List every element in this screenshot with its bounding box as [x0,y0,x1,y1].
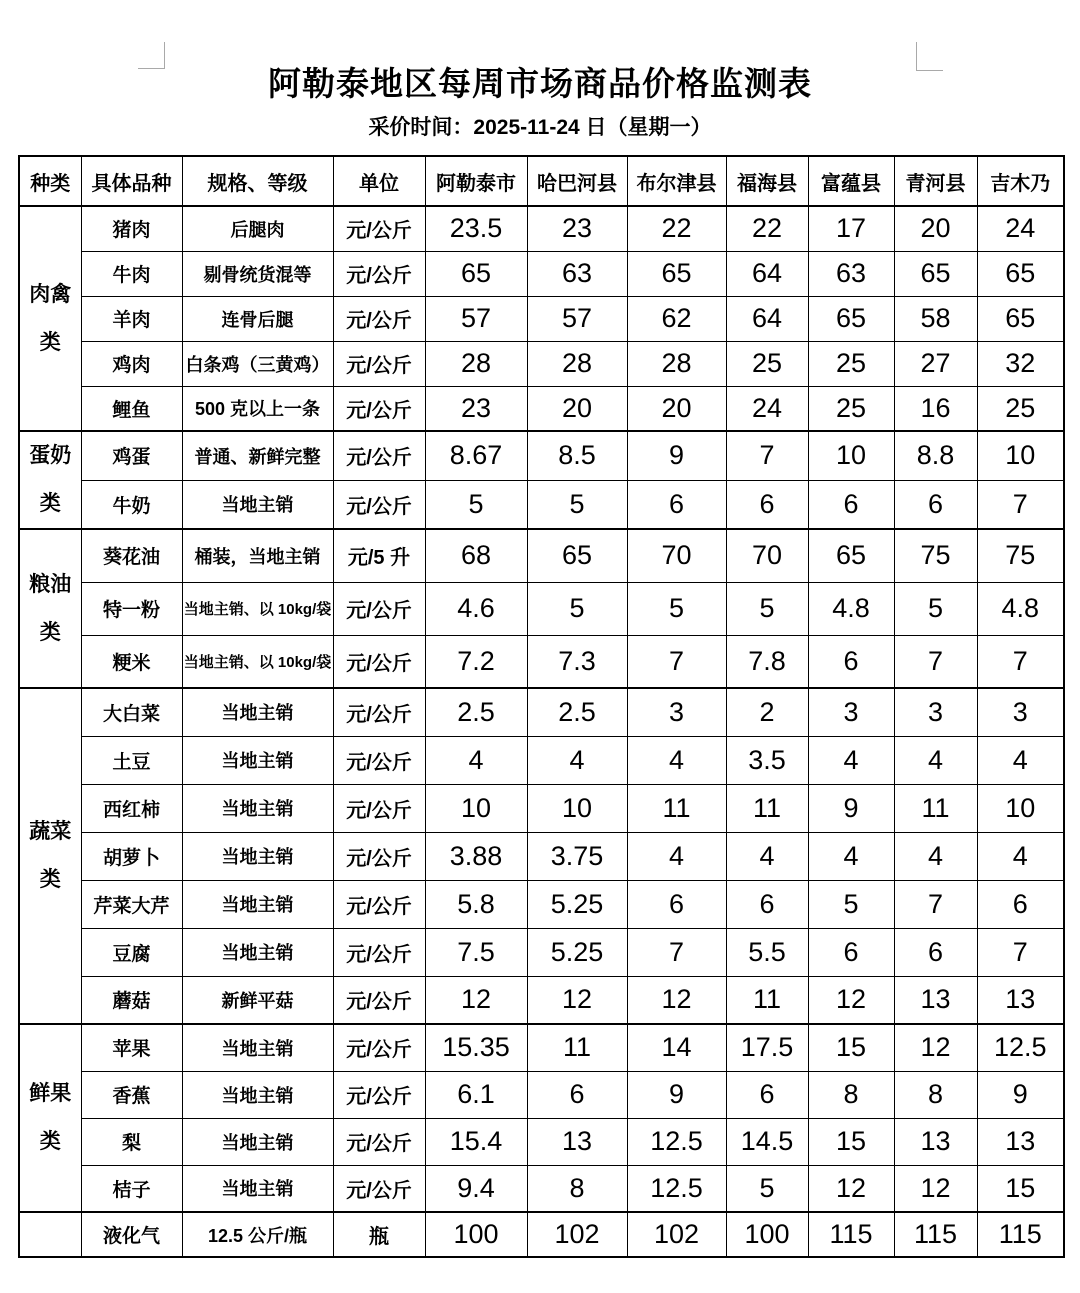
spec-cell: 当地主销 [182,928,333,976]
item-cell: 猪肉 [81,206,182,251]
unit-cell: 元/公斤 [333,1118,425,1165]
item-cell: 土豆 [81,736,182,784]
price-cell: 12 [894,1165,977,1212]
price-cell: 11 [894,784,977,832]
category-cell [19,431,81,529]
price-cell: 15 [808,1118,894,1165]
table-row [19,529,1064,582]
price-cell: 64 [726,251,808,296]
table-row [19,688,1064,736]
price-cell: 9.4 [425,1165,527,1212]
price-cell: 4 [808,736,894,784]
table-row [19,431,1064,480]
page-title: 阿勒泰地区每周市场商品价格监测表 [268,65,812,102]
unit-cell: 元/公斤 [333,635,425,688]
header-row [19,156,1064,206]
page-subtitle: 采价时间：2025-11-24 日（星期一） [368,116,712,139]
price-table [18,155,1065,1258]
spec-cell: 连骨后腿 [182,296,333,341]
column-header: 吉木乃 [977,156,1064,206]
price-cell: 65 [894,251,977,296]
unit-cell: 元/公斤 [333,1024,425,1071]
column-header: 单位 [333,156,425,206]
category-cell [19,206,81,431]
unit-cell: 元/公斤 [333,1071,425,1118]
price-cell: 7 [894,635,977,688]
unit-cell: 瓶 [333,1212,425,1257]
price-cell: 65 [977,251,1064,296]
price-cell: 24 [977,206,1064,251]
item-cell: 葵花油 [81,529,182,582]
price-cell: 25 [808,386,894,431]
price-cell: 63 [527,251,627,296]
column-header: 布尔津县 [627,156,726,206]
table-row [19,784,1064,832]
price-cell: 68 [425,529,527,582]
unit-cell: 元/公斤 [333,296,425,341]
table-body [19,206,1064,1257]
price-cell: 3 [977,688,1064,736]
price-cell: 115 [808,1212,894,1257]
table-row [19,480,1064,529]
category-cell [19,1024,81,1212]
unit-cell: 元/公斤 [333,784,425,832]
price-cell: 3.5 [726,736,808,784]
item-cell: 梨 [81,1118,182,1165]
price-cell: 5 [894,582,977,635]
price-cell: 15.4 [425,1118,527,1165]
price-cell: 6 [808,480,894,529]
price-cell: 9 [977,1071,1064,1118]
table-row [19,928,1064,976]
category-line: 蛋奶 [29,444,72,467]
price-cell: 10 [977,784,1064,832]
price-cell: 8 [894,1071,977,1118]
price-cell: 4 [726,832,808,880]
price-cell: 15 [808,1024,894,1071]
table-row [19,386,1064,431]
price-cell: 65 [977,296,1064,341]
price-cell: 8 [808,1071,894,1118]
price-cell: 13 [527,1118,627,1165]
price-cell: 7 [627,928,726,976]
price-cell: 4 [425,736,527,784]
table-row [19,582,1064,635]
price-cell: 5 [726,582,808,635]
price-cell: 3.75 [527,832,627,880]
price-cell: 13 [977,1118,1064,1165]
price-cell: 23.5 [425,206,527,251]
price-cell: 7 [726,431,808,480]
table-row [19,206,1064,251]
price-cell: 115 [977,1212,1064,1257]
item-cell: 香蕉 [81,1071,182,1118]
item-cell: 苹果 [81,1024,182,1071]
spec-cell: 后腿肉 [182,206,333,251]
spec-cell: 当地主销、以 10kg/袋 [182,582,333,635]
price-cell: 4.8 [808,582,894,635]
price-cell: 75 [977,529,1064,582]
price-cell: 6 [726,1071,808,1118]
price-cell: 7.8 [726,635,808,688]
spec-cell: 当地主销 [182,1024,333,1071]
price-cell: 13 [894,1118,977,1165]
column-header: 阿勒泰市 [425,156,527,206]
spec-cell: 白条鸡（三黄鸡） [182,341,333,386]
item-cell: 液化气 [81,1212,182,1257]
price-cell: 27 [894,341,977,386]
price-cell: 6 [808,928,894,976]
spec-cell: 当地主销 [182,832,333,880]
price-cell: 70 [726,529,808,582]
column-header: 青河县 [894,156,977,206]
price-cell: 28 [627,341,726,386]
price-cell: 9 [627,1071,726,1118]
spec-cell: 当地主销 [182,784,333,832]
spec-cell: 普通、新鲜完整 [182,431,333,480]
category-line: 类 [39,868,61,891]
table-row [19,832,1064,880]
unit-cell: 元/公斤 [333,582,425,635]
item-cell: 大白菜 [81,688,182,736]
spec-cell: 剔骨统货混等 [182,251,333,296]
spec-cell: 当地主销 [182,688,333,736]
price-cell: 6 [894,480,977,529]
price-cell: 24 [726,386,808,431]
item-cell: 豆腐 [81,928,182,976]
table-row [19,251,1064,296]
spec-cell: 当地主销 [182,480,333,529]
price-cell: 10 [977,431,1064,480]
price-cell: 115 [894,1212,977,1257]
price-cell: 12 [808,976,894,1024]
price-cell: 13 [977,976,1064,1024]
category-line: 类 [39,492,61,515]
category-cell [19,529,81,688]
price-cell: 5.8 [425,880,527,928]
price-cell: 2 [726,688,808,736]
price-cell: 25 [808,341,894,386]
table-row [19,976,1064,1024]
price-cell: 6 [627,480,726,529]
spec-cell: 当地主销 [182,1118,333,1165]
price-cell: 6 [527,1071,627,1118]
price-cell: 12.5 [627,1118,726,1165]
price-cell: 25 [726,341,808,386]
price-cell: 12 [808,1165,894,1212]
price-cell: 12 [627,976,726,1024]
table-row [19,1165,1064,1212]
item-cell: 牛奶 [81,480,182,529]
price-cell: 7 [977,635,1064,688]
price-cell: 6 [726,880,808,928]
spec-cell: 桶装，当地主销 [182,529,333,582]
price-cell: 23 [527,206,627,251]
spec-cell: 当地主销 [182,880,333,928]
price-cell: 4 [627,736,726,784]
category-cell [19,688,81,1024]
price-cell: 64 [726,296,808,341]
unit-cell: 元/公斤 [333,688,425,736]
price-cell: 23 [425,386,527,431]
category-line: 类 [39,620,61,644]
table-row [19,1071,1064,1118]
column-header: 规格、等级 [182,156,333,206]
column-header: 富蕴县 [808,156,894,206]
price-cell: 4 [808,832,894,880]
spec-cell: 当地主销 [182,1165,333,1212]
price-cell: 75 [894,529,977,582]
price-cell: 8.67 [425,431,527,480]
item-cell: 特一粉 [81,582,182,635]
price-cell: 4.6 [425,582,527,635]
price-cell: 20 [894,206,977,251]
spec-cell: 当地主销、以 10kg/袋 [182,635,333,688]
price-cell: 6.1 [425,1071,527,1118]
category-cell [19,1212,81,1257]
price-cell: 12.5 [627,1165,726,1212]
price-cell: 7.5 [425,928,527,976]
price-cell: 6 [627,880,726,928]
unit-cell: 元/公斤 [333,431,425,480]
price-cell: 10 [527,784,627,832]
item-cell: 粳米 [81,635,182,688]
price-cell: 15.35 [425,1024,527,1071]
price-cell: 20 [527,386,627,431]
price-cell: 22 [627,206,726,251]
price-cell: 12 [894,1024,977,1071]
price-cell: 5.5 [726,928,808,976]
price-cell: 9 [627,431,726,480]
unit-cell: 元/公斤 [333,880,425,928]
price-cell: 2.5 [425,688,527,736]
price-cell: 3 [894,688,977,736]
price-cell: 5 [527,582,627,635]
price-cell: 70 [627,529,726,582]
price-cell: 5 [627,582,726,635]
column-header: 具体品种 [81,156,182,206]
price-cell: 12 [425,976,527,1024]
price-cell: 62 [627,296,726,341]
table-row [19,1212,1064,1257]
price-cell: 11 [627,784,726,832]
price-cell: 28 [425,341,527,386]
price-cell: 32 [977,341,1064,386]
price-cell: 102 [627,1212,726,1257]
spec-cell: 500 克以上一条 [182,386,333,431]
item-cell: 蘑菇 [81,976,182,1024]
spec-cell: 新鲜平菇 [182,976,333,1024]
price-cell: 14 [627,1024,726,1071]
category-line: 蔬菜 [29,820,72,843]
price-cell: 12.5 [977,1024,1064,1071]
price-cell: 12 [527,976,627,1024]
price-cell: 6 [977,880,1064,928]
price-cell: 6 [894,928,977,976]
category-line: 类 [39,330,61,354]
price-cell: 11 [527,1024,627,1071]
price-cell: 8 [527,1165,627,1212]
price-cell: 102 [527,1212,627,1257]
price-cell: 15 [977,1165,1064,1212]
item-cell: 鸡肉 [81,341,182,386]
price-cell: 63 [808,251,894,296]
category-line: 鲜果 [29,1082,72,1105]
price-cell: 65 [425,251,527,296]
price-cell: 2.5 [527,688,627,736]
unit-cell: 元/公斤 [333,251,425,296]
unit-cell: 元/公斤 [333,341,425,386]
price-cell: 65 [808,529,894,582]
price-cell: 4 [627,832,726,880]
price-cell: 20 [627,386,726,431]
price-cell: 4 [977,832,1064,880]
price-cell: 6 [726,480,808,529]
column-header: 福海县 [726,156,808,206]
price-cell: 14.5 [726,1118,808,1165]
price-cell: 5.25 [527,928,627,976]
item-cell: 牛肉 [81,251,182,296]
price-cell: 22 [726,206,808,251]
price-cell: 3.88 [425,832,527,880]
price-cell: 17.5 [726,1024,808,1071]
price-cell: 5 [425,480,527,529]
price-cell: 8.5 [527,431,627,480]
price-cell: 4 [977,736,1064,784]
price-cell: 57 [425,296,527,341]
category-line: 肉禽 [29,282,72,306]
price-cell: 58 [894,296,977,341]
price-cell: 4 [894,736,977,784]
spec-cell: 12.5 公斤/瓶 [182,1212,333,1257]
price-cell: 7.3 [527,635,627,688]
item-cell: 芹菜大芹 [81,880,182,928]
price-cell: 65 [627,251,726,296]
table-row [19,1118,1064,1165]
table-row [19,296,1064,341]
price-cell: 25 [977,386,1064,431]
price-cell: 4.8 [977,582,1064,635]
item-cell: 羊肉 [81,296,182,341]
column-header: 种类 [19,156,81,206]
unit-cell: 元/公斤 [333,480,425,529]
item-cell: 鲤鱼 [81,386,182,431]
price-cell: 7 [977,928,1064,976]
price-cell: 4 [894,832,977,880]
unit-cell: 元/公斤 [333,976,425,1024]
price-cell: 7 [627,635,726,688]
price-cell: 5 [808,880,894,928]
price-cell: 5 [726,1165,808,1212]
price-cell: 57 [527,296,627,341]
price-cell: 65 [527,529,627,582]
category-line: 类 [39,1130,61,1153]
price-cell: 7 [894,880,977,928]
price-cell: 65 [808,296,894,341]
price-cell: 9 [808,784,894,832]
price-cell: 10 [808,431,894,480]
price-cell: 4 [527,736,627,784]
price-cell: 10 [425,784,527,832]
column-header: 哈巴河县 [527,156,627,206]
price-cell: 7.2 [425,635,527,688]
price-cell: 16 [894,386,977,431]
spec-cell: 当地主销 [182,736,333,784]
table-row [19,736,1064,784]
price-cell: 17 [808,206,894,251]
price-cell: 5 [527,480,627,529]
table-row [19,880,1064,928]
price-cell: 7 [977,480,1064,529]
price-cell: 28 [527,341,627,386]
price-cell: 11 [726,976,808,1024]
price-cell: 8.8 [894,431,977,480]
price-cell: 11 [726,784,808,832]
unit-cell: 元/公斤 [333,736,425,784]
item-cell: 胡萝卜 [81,832,182,880]
category-line: 粮油 [29,572,72,596]
unit-cell: 元/公斤 [333,386,425,431]
spec-cell: 当地主销 [182,1071,333,1118]
price-cell: 100 [425,1212,527,1257]
table-row [19,341,1064,386]
price-cell: 3 [808,688,894,736]
table-row [19,1024,1064,1071]
item-cell: 桔子 [81,1165,182,1212]
unit-cell: 元/公斤 [333,832,425,880]
item-cell: 西红柿 [81,784,182,832]
price-cell: 6 [808,635,894,688]
unit-cell: 元/公斤 [333,928,425,976]
unit-cell: 元/5 升 [333,529,425,582]
table-row [19,635,1064,688]
price-cell: 100 [726,1212,808,1257]
price-cell: 5.25 [527,880,627,928]
price-cell: 3 [627,688,726,736]
unit-cell: 元/公斤 [333,206,425,251]
price-cell: 13 [894,976,977,1024]
item-cell: 鸡蛋 [81,431,182,480]
unit-cell: 元/公斤 [333,1165,425,1212]
